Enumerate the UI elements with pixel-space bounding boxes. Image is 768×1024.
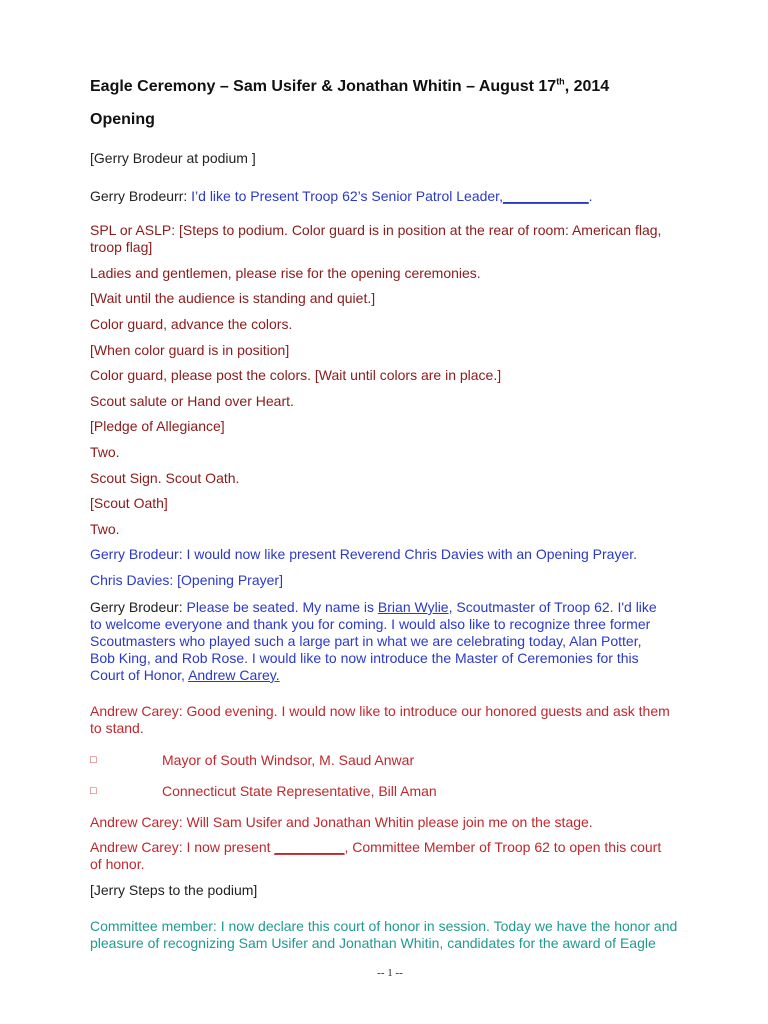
paragraph: Two. (90, 521, 120, 537)
paragraph: SPL or ASLP: [Steps to podium. Color guard is in position at the rear of room: American flag, troop flag] (90, 222, 662, 255)
document-title: Eagle Ceremony – Sam Usifer & Jonathan Whitin – August 17th, 2014 (90, 76, 610, 95)
bullet-icon: □ (90, 754, 97, 766)
paragraph: Andrew Carey: I now present _________, Committee Member of Troop 62 to open this court of honor. (90, 839, 662, 872)
blank-line: ___________ (502, 188, 589, 204)
link-andrew-carey[interactable]: Andrew Carey. (188, 667, 280, 683)
paragraph: [Pledge of Allegiance] (90, 418, 225, 434)
paragraph: [Jerry Steps to the podium] (90, 882, 258, 898)
paragraph: Scout Sign. Scout Oath. (90, 470, 240, 486)
paragraph: [When color guard is in position] (90, 342, 290, 358)
paragraph: Ladies and gentlemen, please rise for the opening ceremonies. (90, 265, 481, 281)
paragraph: [Gerry Brodeur at podium ] (90, 150, 256, 166)
paragraph: Gerry Brodeur: I would now like present Reverend Chris Davies with an Opening Prayer. (90, 546, 638, 562)
paragraph: [Scout Oath] (90, 495, 168, 511)
paragraph: Committee member: I now declare this court of honor in session. Today we have the honor and pleasure of recognizing Sam Usifer and Jonathan Whitin, candidates for the award of Eagle (90, 918, 678, 951)
link-brian-wylie[interactable]: Brian Wylie (377, 599, 449, 615)
paragraph: [Wait until the audience is standing and quiet.] (90, 290, 376, 306)
paragraph: Gerry Brodeur: Please be seated. My name is Brian Wylie, Scoutmaster of Troop 62. I'd like to welcome everyone and thank you for coming. I would also like to recognize three former Scoutmasters who played such a large part in what we are celebrating today, Alan Potter, Bob King, and Rob Rose. I would like to now introduce the Master of Ceremonies for this Court of Honor, Andrew Carey. (90, 599, 657, 683)
paragraph: Gerry Brodeurr: I’d like to Present Troop 62’s Senior Patrol Leader,___________. (90, 188, 593, 204)
paragraph: Andrew Carey: Good evening. I would now like to introduce our honored guests and ask them to stand. (90, 703, 670, 736)
paragraph: Color guard, advance the colors. (90, 316, 293, 332)
paragraph: Chris Davies: [Opening Prayer] (90, 572, 283, 588)
page-number: -- 1 -- (377, 967, 403, 979)
paragraph: Color guard, please post the colors. [Wait until colors are in place.] (90, 367, 502, 383)
paragraph: Andrew Carey: Will Sam Usifer and Jonathan Whitin please join me on the stage. (90, 814, 593, 830)
paragraph: Two. (90, 444, 120, 460)
paragraph: Scout salute or Hand over Heart. (90, 393, 294, 409)
bullet-icon: □ (90, 785, 97, 797)
section-heading-opening: Opening (90, 111, 155, 128)
blank-line: _________ (274, 839, 345, 855)
